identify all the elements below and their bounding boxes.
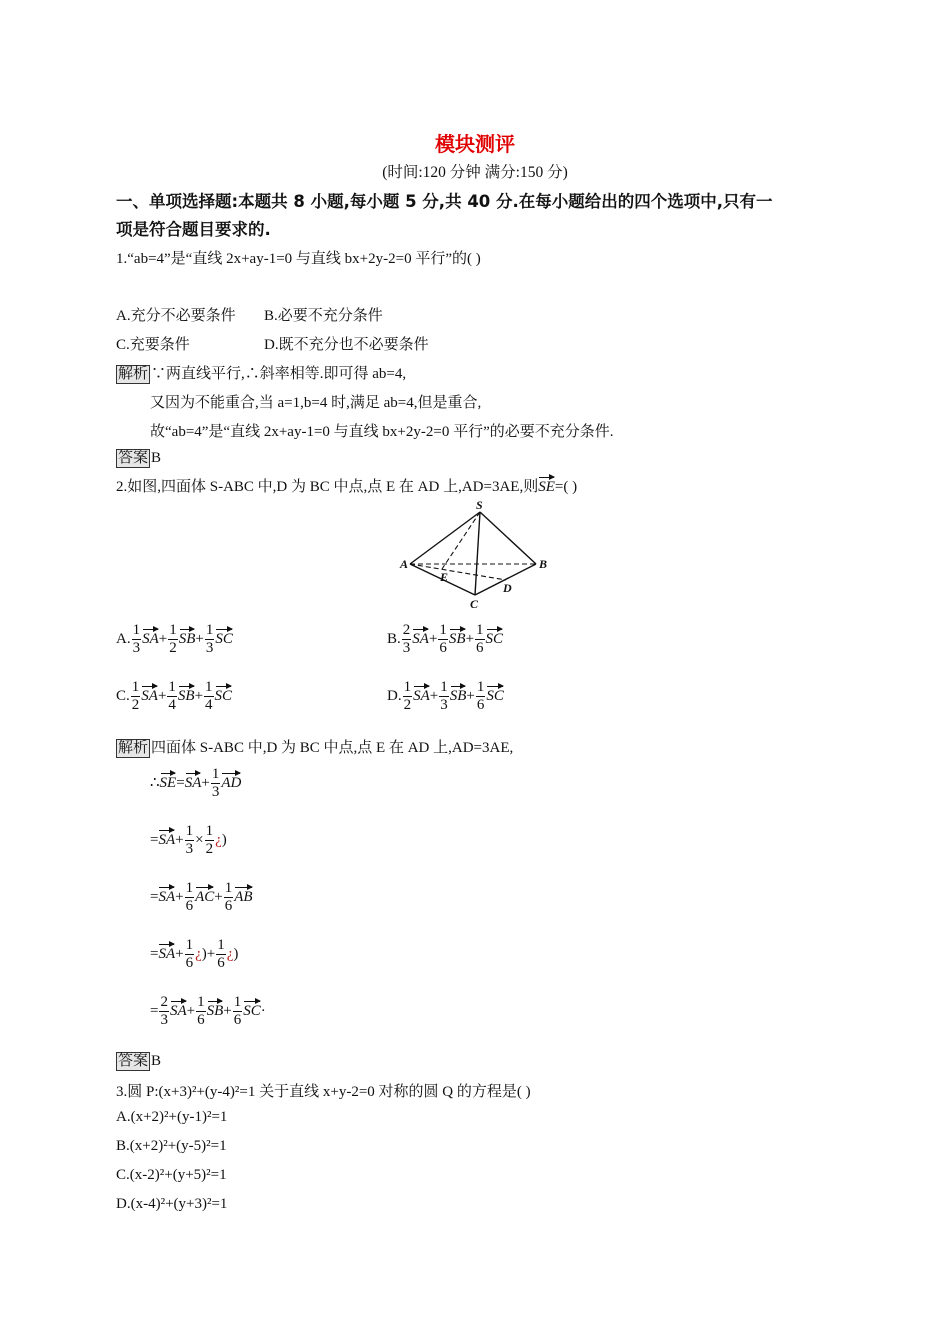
vertex-s-label: S (476, 498, 483, 512)
q2-answer-value: B (151, 1053, 162, 1069)
q2-step4: =SA+ $\frac{1}{6}$ ¿)+ $\frac{1}{6}$ ¿) (150, 937, 239, 971)
vertex-e-label: E (440, 570, 449, 584)
q1-analysis-line1 (116, 362, 406, 384)
section-heading-line1: 一、单项选择题:本题共 8 小题,每小题 5 分,共 40 分.在每小题给出的四个选项中,只有一 (116, 192, 773, 211)
q2-step2: =SA+ $\frac{1}{3}$ × $\frac{1}{2}$ ¿) (150, 823, 227, 857)
q2-option-c: C. $\frac{1}{2}$ SA+ $\frac{1}{4}$ SB+ $\frac{1}{4}$ SC (116, 679, 233, 713)
tetrahedron-figure (398, 497, 558, 612)
q1-option-d: D.既不充分也不必要条件 (264, 337, 429, 353)
q2-stem-text: 2.如图,四面体 S-ABC 中,D 为 BC 中点,点 E 在 AD 上,AD=3AE,则 (116, 479, 539, 495)
q3-stem: 3.圆 P:(x+3)²+(y-4)²=1 关于直线 x+y-2=0 对称的圆 Q 的方程是( ) (116, 1084, 531, 1100)
q2-stem-end: =( ) (554, 479, 578, 495)
q3-option-a: A.(x+2)²+(y-1)²=1 (116, 1109, 228, 1125)
q3-option-c: C.(x-2)²+(y+5)²=1 (116, 1167, 227, 1183)
q2-answer (116, 1052, 161, 1071)
q3-option-b: B.(x+2)²+(y-5)²=1 (116, 1138, 227, 1154)
q2-option-a: A. $\frac{1}{3}$ SA+ $\frac{1}{2}$ SB+ $\frac{1}{3}$ SC (116, 622, 233, 656)
q1-option-c: C.充要条件 (116, 337, 190, 353)
q1-stem: 1.“ab=4”是“直线 2x+ay-1=0 与直线 bx+2y-2=0 平行”的( ) (116, 251, 481, 267)
answer-tag: 答案 (118, 450, 149, 466)
q2-option-d: D. $\frac{1}{2}$ SA+ $\frac{1}{3}$ SB+ $\frac{1}{6}$ SC (387, 679, 504, 713)
vector-se: SE (538, 475, 555, 496)
answer-tag: 答案 (118, 1053, 149, 1069)
q2-analysis-line1 (116, 736, 513, 758)
q2-step1: ∴SE=SA+ $\frac{1}{3}$ AD (150, 766, 242, 800)
q1-analysis-line3: 故“ab=4”是“直线 2x+ay-1=0 与直线 bx+2y-2=0 平行”的必要不充分条件. (150, 424, 614, 440)
analysis-tag: 解析 (118, 740, 149, 756)
exam-info: (时间:120 分钟 满分:150 分) (382, 164, 568, 181)
q2-stem (116, 475, 577, 496)
q1-option-b: B.必要不充分条件 (264, 308, 383, 324)
q1-option-a: A.充分不必要条件 (116, 308, 236, 324)
section-heading-line2: 项是符合题目要求的. (116, 220, 271, 239)
q2-step3: =SA+ $\frac{1}{6}$ AC+ $\frac{1}{6}$ AB (150, 880, 253, 914)
q1-answer-value: B (151, 450, 162, 466)
vertex-c-label: C (470, 597, 479, 611)
q1-analysis-line2: 又因为不能重合,当 a=1,b=4 时,满足 ab=4,但是重合, (150, 395, 482, 411)
vertex-b-label: B (539, 557, 548, 571)
q2-option-b: B. $\frac{2}{3}$ SA+ $\frac{1}{6}$ SB+ $\frac{1}{6}$ SC (387, 622, 504, 656)
vertex-a-label: A (400, 557, 409, 571)
vertex-d-label: D (503, 581, 512, 595)
q1-answer (116, 449, 161, 468)
q1-analysis-text1: ∵两直线平行,∴斜率相等.即可得 ab=4, (151, 366, 407, 382)
analysis-tag: 解析 (118, 366, 149, 382)
q3-option-d: D.(x-4)²+(y+3)²=1 (116, 1196, 228, 1212)
q2-step5: = $\frac{2}{3}$ SA+ $\frac{1}{6}$ SB+ $\frac{1}{6}$ SC· (150, 994, 266, 1028)
page-title: 模块测评 (435, 132, 515, 156)
q2-analysis-text1: 四面体 S-ABC 中,D 为 BC 中点,点 E 在 AD 上,AD=3AE, (151, 740, 514, 756)
